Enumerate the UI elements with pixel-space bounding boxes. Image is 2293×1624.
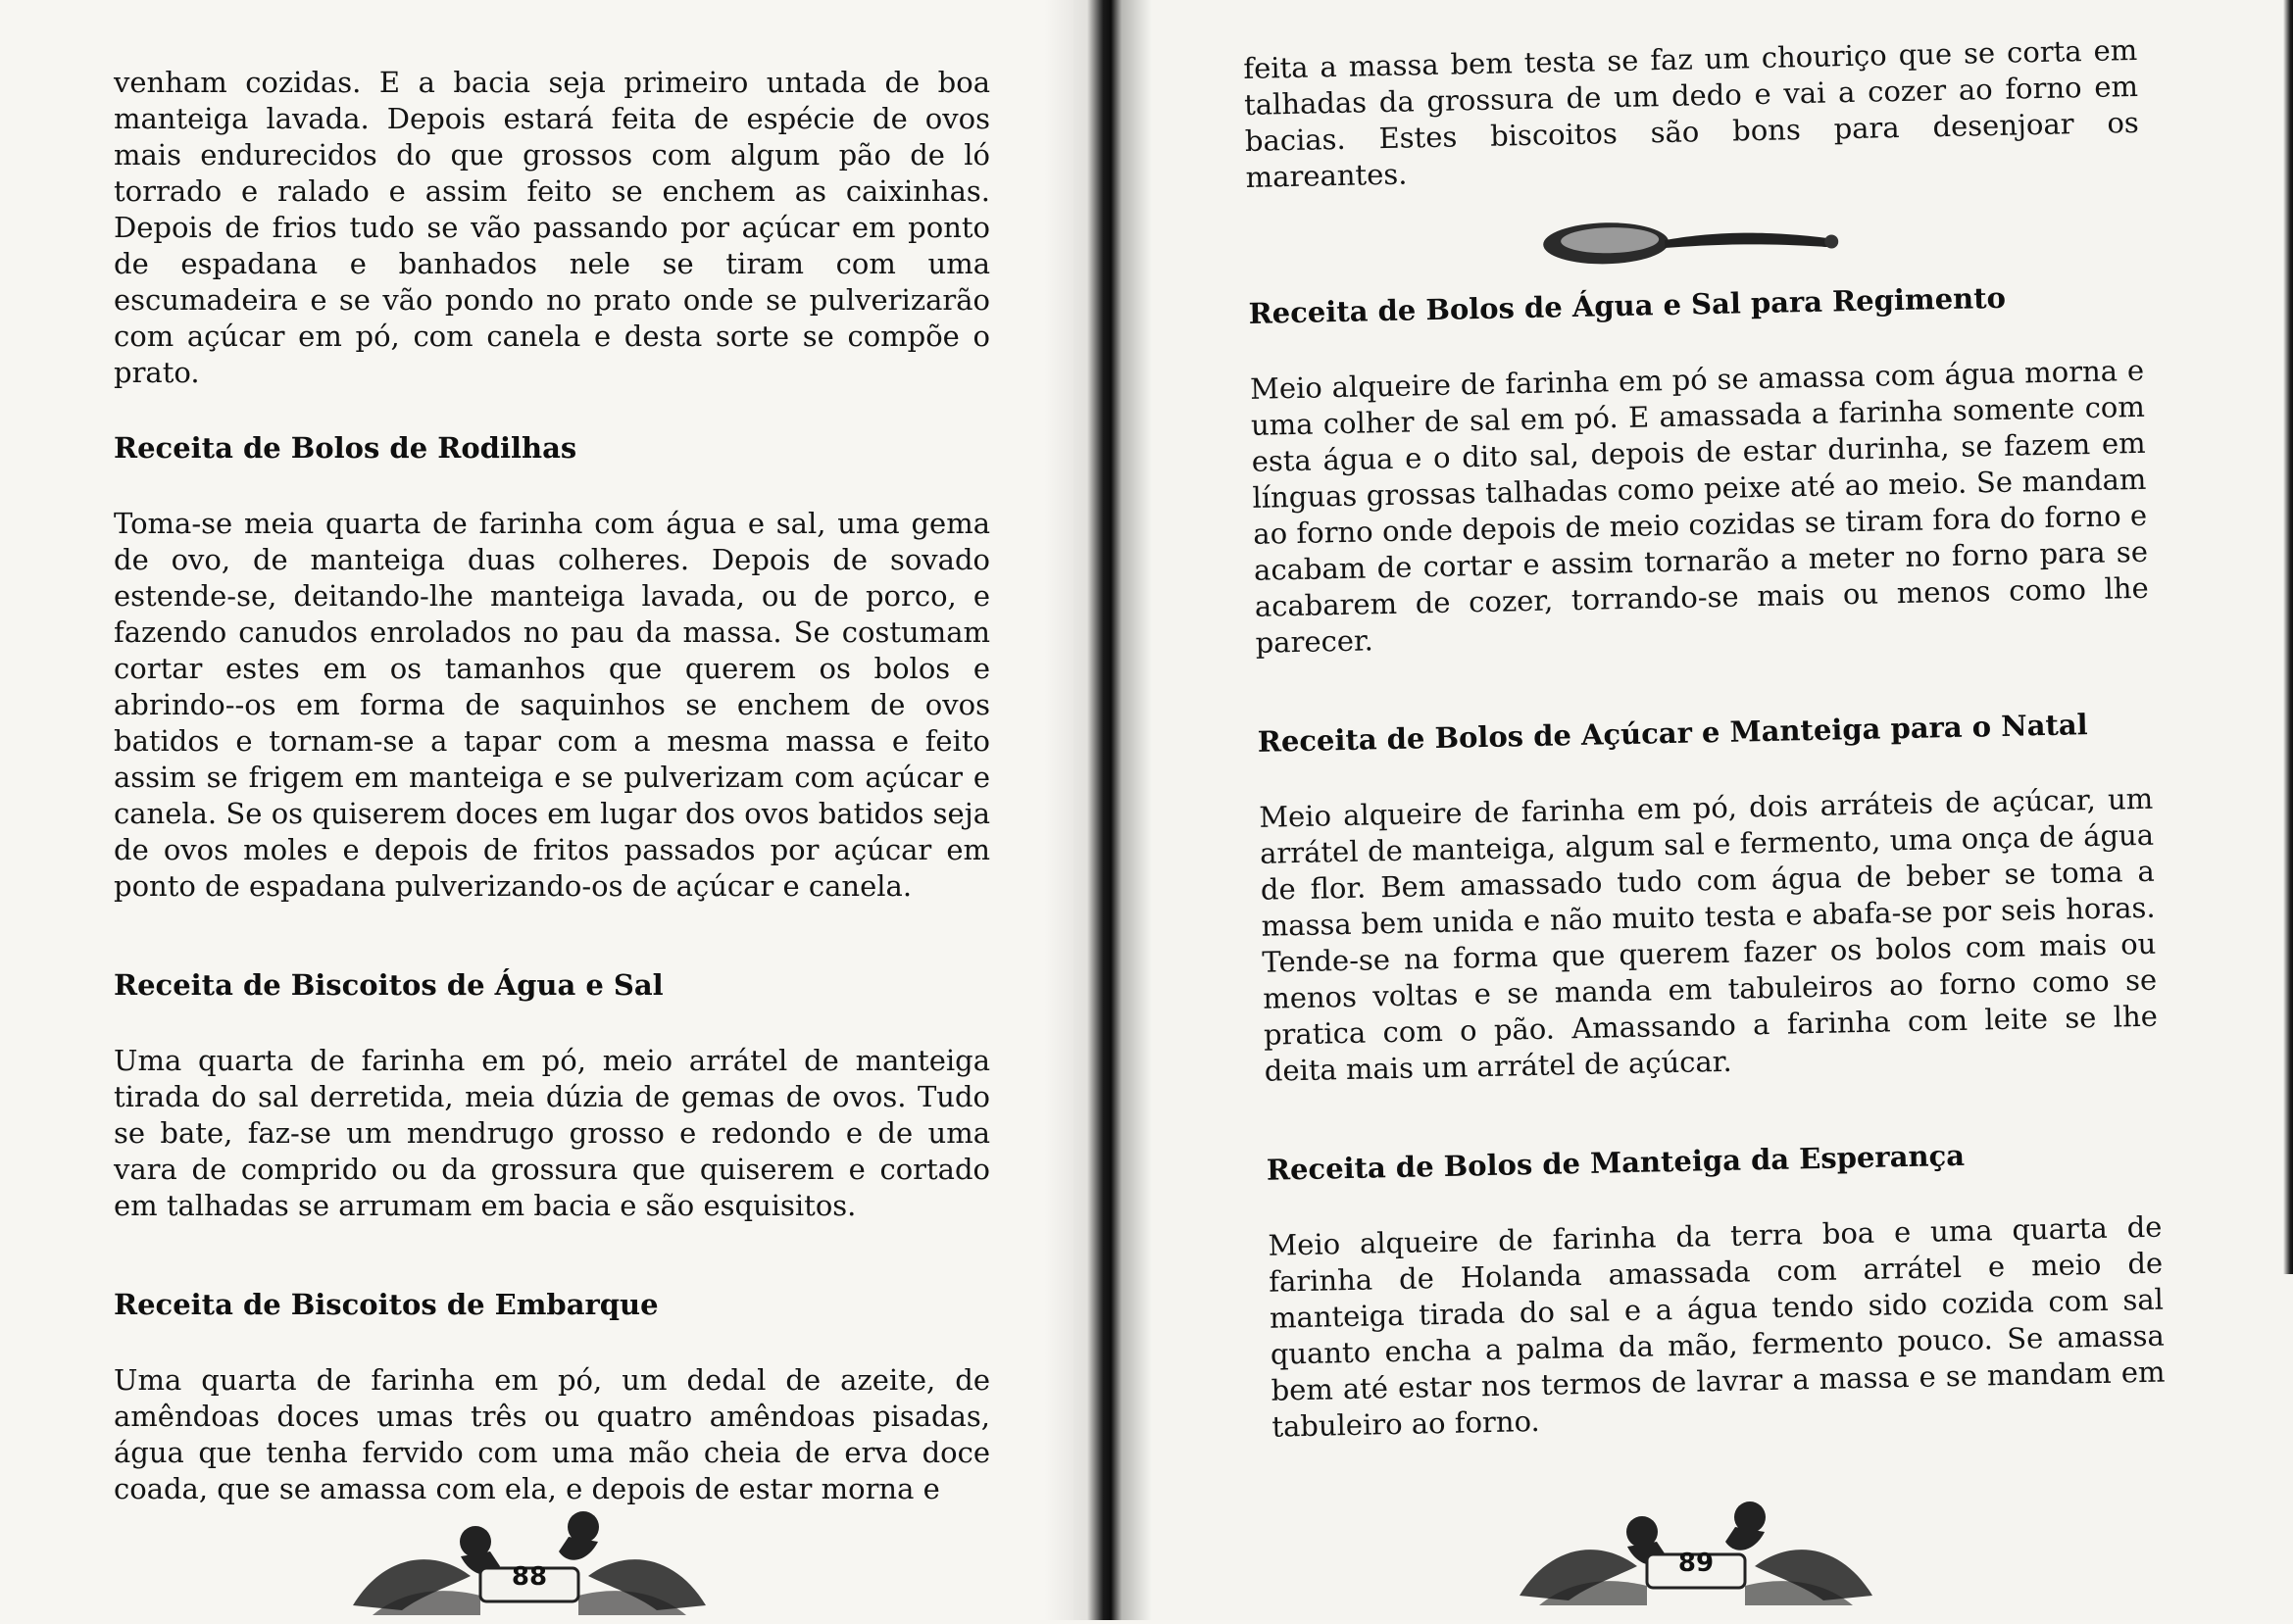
page-number-right: 89 xyxy=(1677,1549,1715,1578)
heading-bolos-agua-sal-regimento: Receita de Bolos de Água e Sal para Regimento xyxy=(1248,280,2007,330)
page-edge-shadow xyxy=(2283,0,2293,1274)
paragraph-biscoitos-agua-sal: Uma quarta de farinha em pó, meio arrátel de manteiga tirada do sal derretida, meia dúzia de gemas de ovos. Tudo se bate, faz-se um mendrugo grosso e redondo e de uma vara de comprido ou da grossura que quiserem e cortado em talhadas se arrumam em bacia e são esquisitos. xyxy=(114,1044,990,1222)
cherub-ornament-icon xyxy=(343,1498,716,1620)
page-number-left: 88 xyxy=(511,1562,548,1592)
heading-bolos-rodilhas: Receita de Bolos de Rodilhas xyxy=(114,431,577,465)
spoon-icon xyxy=(1537,209,1852,271)
book-gutter xyxy=(1044,0,1152,1620)
cherub-ornament-icon xyxy=(1510,1488,1882,1610)
paragraph-intro-right: feita a massa bem testa se faz um chouriço que se corta em talhadas da grossura de um dedo e vai a cozer ao forno em bacias. Estes biscoitos são bons para desenjoar os mareantes. xyxy=(1243,32,2140,194)
paragraph-intro-left: venham cozidas. E a bacia seja primeiro untada de boa manteiga lavada. Depois estará feita de espécie de ovos mais endurecidos do que grossos com algum pão de ló torrado e ralado e assim feito se enchem as caixinhas. Depois de frios tudo se vão passando por açúcar em ponto de espadana e banhados nele se tiram com uma escumadeira e se vão pondo no prato onde se pulverizarão com açúcar em pó, com canela e desta sorte se compõe o prato. xyxy=(114,66,990,389)
paragraph-bolos-acucar-manteiga-natal: Meio alqueire de farinha em pó, dois arráteis de açúcar, um arrátel de manteiga, algum sal e fermento, uma onça de água de flor. Bem amassado tudo com água de beber se toma a massa bem unida e não muito testa e abafa-se por seis horas. Tende-se na forma que querem fazer os bolos com mais ou menos voltas e se manda em tabuleiros ao forno como se pratica com o pão. Amassando a farinha com leite se lhe deita mais um arrátel de açúcar. xyxy=(1259,781,2159,1088)
paragraph-bolos-rodilhas: Toma-se meia quarta de farinha com água e sal, uma gema de ovo, de manteiga duas colheres. Depois de sovado estende-se, deitando-lhe manteiga lavada, ou de porco, e fazendo canudos enrolados no pau da massa. Se costumam cortar estes em os tamanhos que querem os bolos e abrindo--os em forma de saquinhos se enchem de ovos batidos e tornam-se a tapar com a mesma massa e feito assim se frigem em manteiga e se pulverizam com açúcar e canela. Se os quiserem doces em lugar dos ovos batidos seja de ovos moles e depois de fritos passados por açúcar em ponto de espadana pulverizando-os de açúcar e canela. xyxy=(114,507,990,903)
left-page-text-column xyxy=(114,65,990,1507)
heading-bolos-manteiga-esperanca: Receita de Bolos de Manteiga da Esperança xyxy=(1266,1138,1966,1187)
right-page-text-column xyxy=(1243,32,2167,1446)
paragraph-bolos-agua-sal-regimento: Meio alqueire de farinha em pó se amassa com água morna e uma colher de sal em pó. E amassada a farinha somente com esta água e o dito sal, depois de estar durinha, se fazem em línguas grossas talhadas como peixe até ao meio. Se mandam ao forno onde depois de meio cozidas se tiram fora do forno e acabam de cortar e assim tornarão a meter no forno para se acabarem de cozer, torrando-se mais ou menos como lhe parecer. xyxy=(1249,353,2150,660)
heading-biscoitos-embarque: Receita de Biscoitos de Embarque xyxy=(114,1288,659,1321)
paragraph-biscoitos-embarque: Uma quarta de farinha em pó, um dedal de azeite, de amêndoas doces umas três ou quatro amêndoas pisadas, água que tenha fervido com uma mão cheia de erva doce coada, que se amassa com ela, e depois de estar morna e xyxy=(114,1363,990,1505)
heading-biscoitos-agua-sal: Receita de Biscoitos de Água e Sal xyxy=(114,968,664,1002)
heading-bolos-acucar-manteiga-natal: Receita de Bolos de Açúcar e Manteiga para o Natal xyxy=(1257,708,2088,759)
paragraph-bolos-manteiga-esperanca: Meio alqueire de farinha da terra boa e uma quarta de farinha de Holanda amassada com arrátel e meio de manteiga tirada do sal e a água tendo sido cozida com sal quanto encha a palma da mão, fermento pouco. Se amassa bem até estar nos termos de lavrar a massa e se mandam em tabuleiro ao forno. xyxy=(1268,1209,2166,1444)
